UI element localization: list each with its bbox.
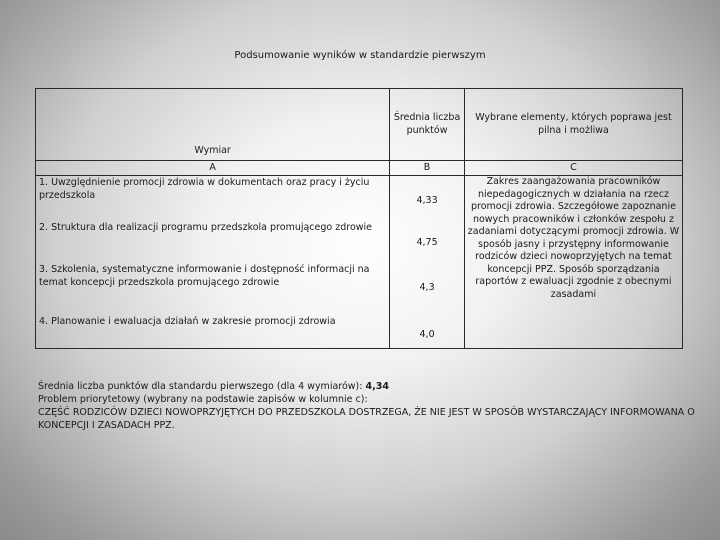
average-value: 4,34 [365,381,389,392]
letter-c: C [464,161,682,176]
header-elementy: Wybrane elementy, których poprawa jest pilna i możliwa [464,89,682,161]
summary [38,380,698,432]
table-header-row [36,89,683,161]
average-line [38,380,698,393]
average-label: Średnia liczba punktów dla standardu pierwszego (dla 4 wymiarów): [38,381,363,392]
elements-cell: Zakres zaangażowania pracowników niepedagogicznych w działania na rzecz promocji zdrowia. Szczegółowe zapoznanie nowych pracowników i członków zespołu z zadaniami dotyczącymi promocji zdrowia. W sposób jasny i przystępny informowanie rodziców dzieci nowoprzyjętych na temat koncepcji PPZ. Sposób sporządzania raportów z ewaluacji zgodnie z obecnymi zasadami [464,176,682,349]
dimensions-cell [36,176,390,349]
problem-label: Problem priorytetowy (wybrany na podstawie zapisów w kolumnie c): [38,394,368,405]
letter-b: B [390,161,465,176]
dimension-1: 1. Uwzględnienie promocji zdrowia w dokumentach oraz pracy i życiu przedszkola [39,177,370,201]
header-wymiar: Wymiar [36,89,390,161]
problem-text: CZĘŚĆ RODZICÓW DZIECI NOWOPRZYJĘTYCH DO PRZEDSZKOLA DOSTRZEGA, ŻE NIE JEST W SPOSÓB WYSTARCZAJĄCY INFORMOWANA O KONCEPCJI I ZASADACH PPZ. [38,407,695,431]
dimension-3: 3. Szkolenia, systematyczne informowanie i dostępność informacji na temat koncepcji przedszkola promującego zdrowie [39,264,370,288]
header-srednia: Średnia liczba punktów [390,89,465,161]
letter-a: A [36,161,390,176]
table-letter-row [36,161,683,176]
dimension-4: 4. Planowanie i ewaluacja działań w zakresie promocji zdrowia [39,316,336,327]
summary-table [35,88,683,349]
dimension-2: 2. Struktura dla realizacji programu przedszkola promującego zdrowie [39,222,373,233]
scores-cell [390,176,465,349]
table-body-row [36,176,683,349]
score-2: 4,75 [416,237,438,248]
score-1: 4,33 [416,195,438,206]
score-3: 4,3 [419,282,435,293]
page-title: Podsumowanie wyników w standardzie pierwszym [234,50,486,61]
score-4: 4,0 [419,329,435,340]
